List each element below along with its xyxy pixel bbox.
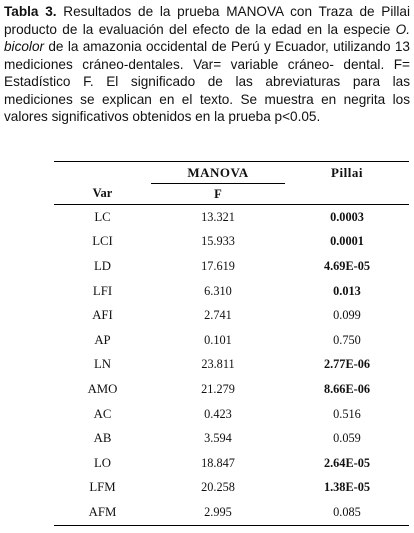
table-row	[54, 254, 409, 279]
cell-pillai: 1.38E-05	[323, 480, 371, 495]
cell-var: LFM	[89, 480, 116, 495]
header-f: F	[151, 184, 285, 205]
table-row	[54, 279, 409, 304]
cell-pillai: 0.0003	[330, 209, 364, 224]
header-row-group	[54, 162, 409, 184]
cell-pillai: 0.085	[285, 500, 409, 525]
header-manova: MANOVA	[151, 162, 285, 184]
cell-var: AMO	[87, 381, 118, 396]
cell-f: 15.933	[201, 234, 235, 249]
cell-pillai: 2.77E-06	[323, 357, 371, 372]
cell-f: 20.258	[201, 480, 235, 495]
caption-species: O. bicolor	[4, 21, 410, 54]
table-row	[54, 402, 409, 427]
cell-f: 6.310	[204, 283, 232, 298]
cell-pillai: 0.099	[333, 308, 361, 323]
manova-results-table	[54, 161, 409, 526]
table-row	[54, 451, 409, 476]
table-row	[54, 205, 409, 230]
header-pillai-blank	[285, 184, 409, 205]
table-row	[54, 500, 409, 525]
cell-f: 0.423	[204, 406, 232, 421]
caption-text-1: Resultados de la prueba MANOVA con Traza de Pillai producto de la evaluación del efecto de la edad en la especie	[4, 4, 410, 37]
cell-f: 3.594	[204, 431, 232, 446]
caption-text-2: de la amazonia occidental de Perú y Ecuador, utilizando 13 mediciones cráneo-dentales. Var= variable cráneo- dental. F= Estadístico F. El significado de las abreviaturas para las mediciones se explican en el texto. Se muestra en negrita los valores significativos obtenidos en la prueba p<0.05.	[4, 39, 410, 124]
table-body	[54, 205, 409, 526]
cell-f: 18.847	[201, 455, 235, 470]
cell-var: LFI	[92, 283, 113, 298]
header-row-columns	[54, 184, 409, 205]
table-row	[54, 476, 409, 501]
header-pillai: Pillai	[285, 162, 409, 184]
cell-pillai: 8.66E-06	[323, 381, 371, 396]
caption-label: Tabla 3.	[4, 4, 57, 19]
cell-var: AB	[93, 431, 112, 446]
table-caption	[4, 3, 410, 126]
cell-var: LCI	[92, 234, 113, 249]
cell-pillai: 4.69E-05	[323, 258, 371, 273]
cell-f: 2.741	[204, 308, 232, 323]
cell-pillai: 0.059	[333, 431, 361, 446]
cell-var: AFM	[54, 500, 151, 525]
cell-pillai: 0.516	[333, 406, 361, 421]
cell-pillai: 0.0001	[330, 234, 364, 249]
cell-f: 13.321	[201, 209, 235, 224]
cell-f: 17.619	[201, 258, 235, 273]
table-row	[54, 230, 409, 255]
cell-var: AP	[94, 332, 111, 347]
table-row	[54, 328, 409, 353]
table-row	[54, 303, 409, 328]
header-var: Var	[54, 184, 151, 205]
cell-pillai: 0.013	[333, 283, 361, 298]
cell-f: 23.811	[201, 357, 235, 372]
header-blank	[54, 162, 151, 184]
cell-pillai: 2.64E-05	[323, 455, 371, 470]
cell-var: LC	[94, 209, 111, 224]
cell-pillai: 0.750	[333, 332, 361, 347]
cell-var: LD	[93, 258, 112, 273]
cell-var: LO	[93, 455, 112, 470]
cell-var: AFI	[92, 308, 113, 323]
table-row	[54, 426, 409, 451]
cell-f: 2.995	[151, 500, 285, 525]
cell-f: 21.279	[201, 381, 235, 396]
table-row	[54, 377, 409, 402]
cell-var: AC	[93, 406, 112, 421]
cell-f: 0.101	[204, 332, 232, 347]
table-row	[54, 353, 409, 378]
cell-var: LN	[93, 357, 112, 372]
